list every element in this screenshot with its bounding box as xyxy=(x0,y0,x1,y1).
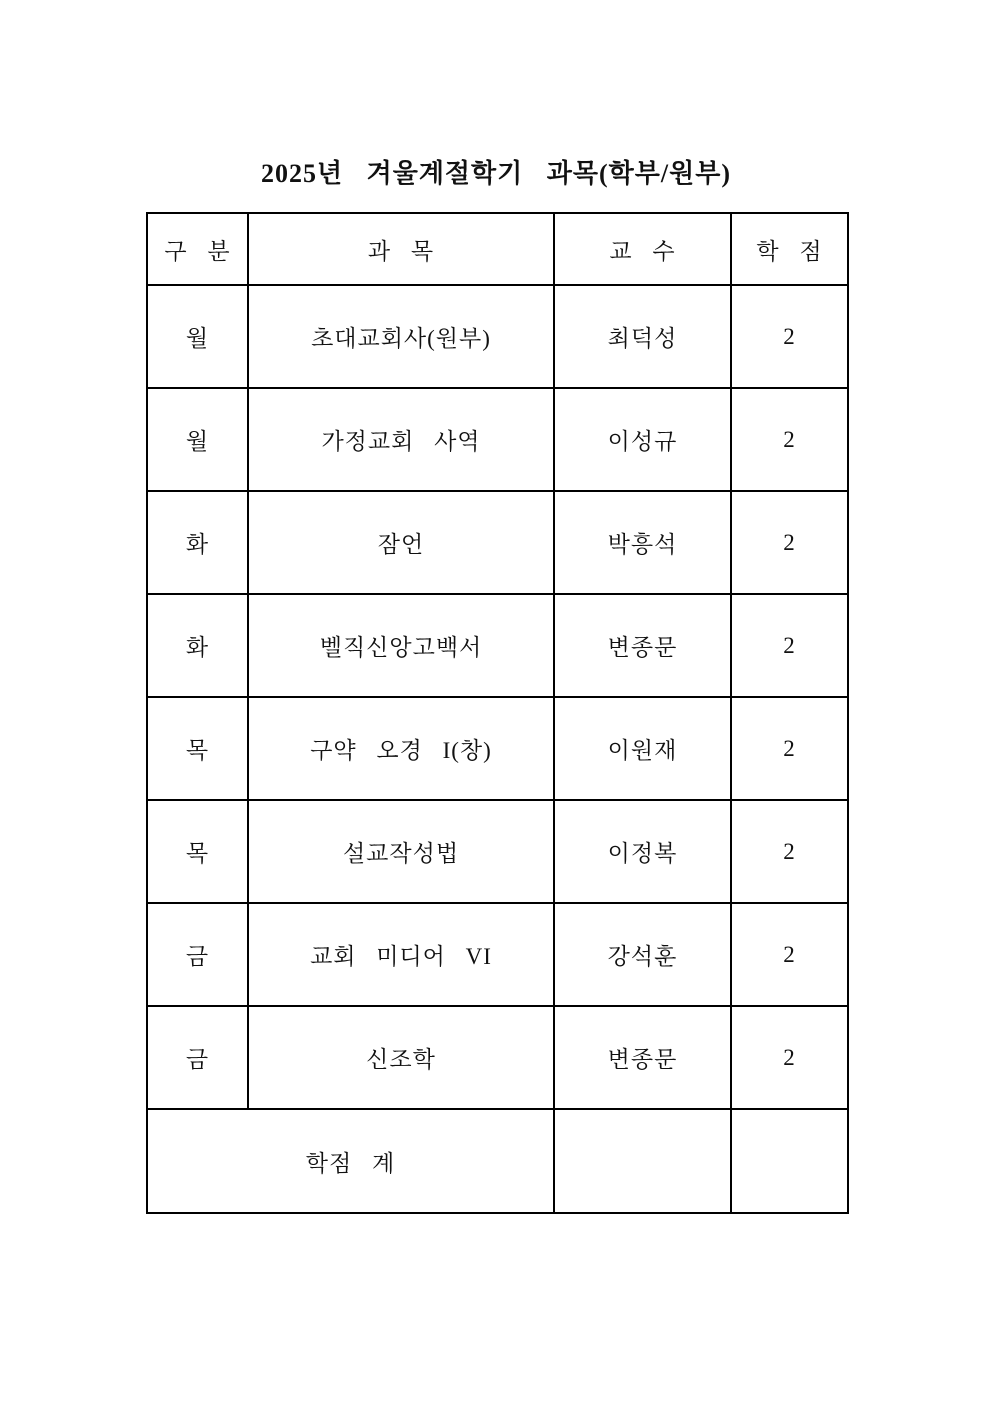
header-subject: 과 목 xyxy=(248,213,554,285)
day-cell: 화 xyxy=(147,594,248,697)
table-row xyxy=(147,903,848,1006)
table-row xyxy=(147,491,848,594)
footer-total-label: 학점 계 xyxy=(147,1109,554,1213)
subject-cell: 벨직신앙고백서 xyxy=(248,594,554,697)
credits-cell: 2 xyxy=(731,903,848,1006)
table-row xyxy=(147,697,848,800)
subject-cell: 교회 미디어 VI xyxy=(248,903,554,1006)
table-header-row xyxy=(147,213,848,285)
course-table xyxy=(146,212,849,1214)
professor-cell: 이원재 xyxy=(554,697,731,800)
footer-credits-cell xyxy=(731,1109,848,1213)
day-cell: 금 xyxy=(147,903,248,1006)
header-credits: 학 점 xyxy=(731,213,848,285)
footer-professor-cell xyxy=(554,1109,731,1213)
subject-cell: 구약 오경 I(창) xyxy=(248,697,554,800)
subject-cell: 가정교회 사역 xyxy=(248,388,554,491)
day-cell: 월 xyxy=(147,285,248,388)
table-row xyxy=(147,388,848,491)
subject-cell: 초대교회사(원부) xyxy=(248,285,554,388)
professor-cell: 박흥석 xyxy=(554,491,731,594)
professor-cell: 강석훈 xyxy=(554,903,731,1006)
table-footer-row xyxy=(147,1109,848,1213)
day-cell: 금 xyxy=(147,1006,248,1109)
credits-cell: 2 xyxy=(731,800,848,903)
subject-cell: 신조학 xyxy=(248,1006,554,1109)
professor-cell: 변종문 xyxy=(554,594,731,697)
day-cell: 목 xyxy=(147,800,248,903)
page-title: 2025년 겨울계절학기 과목(학부/원부) xyxy=(260,159,732,188)
day-cell: 목 xyxy=(147,697,248,800)
header-category: 구 분 xyxy=(147,213,248,285)
table-row xyxy=(147,1006,848,1109)
credits-cell: 2 xyxy=(731,491,848,594)
professor-cell: 변종문 xyxy=(554,1006,731,1109)
professor-cell: 이정복 xyxy=(554,800,731,903)
credits-cell: 2 xyxy=(731,697,848,800)
credits-cell: 2 xyxy=(731,388,848,491)
subject-cell: 설교작성법 xyxy=(248,800,554,903)
table-row xyxy=(147,285,848,388)
header-professor: 교 수 xyxy=(554,213,731,285)
subject-cell: 잠언 xyxy=(248,491,554,594)
professor-cell: 이성규 xyxy=(554,388,731,491)
professor-cell: 최덕성 xyxy=(554,285,731,388)
credits-cell: 2 xyxy=(731,285,848,388)
day-cell: 화 xyxy=(147,491,248,594)
credits-cell: 2 xyxy=(731,1006,848,1109)
credits-cell: 2 xyxy=(731,594,848,697)
table-row xyxy=(147,800,848,903)
day-cell: 월 xyxy=(147,388,248,491)
table-row xyxy=(147,594,848,697)
